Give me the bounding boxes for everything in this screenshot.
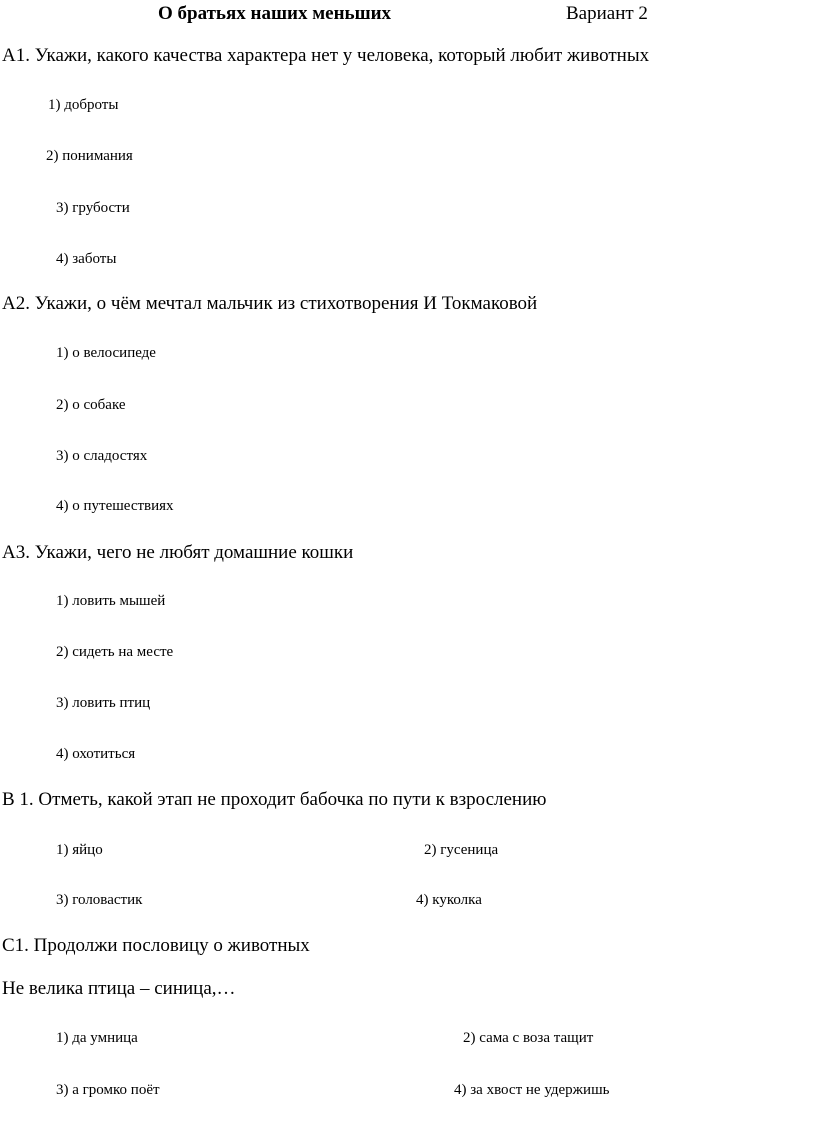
- question-b1: В 1. Отметь, какой этап не проходит бабочка по пути к взрослению: [2, 789, 547, 810]
- a2-option-1: 1) о велосипеде: [56, 345, 156, 361]
- a1-option-4: 4) заботы: [56, 251, 117, 267]
- question-a1: А1. Укажи, какого качества характера нет у человека, который любит животных: [2, 45, 650, 66]
- b1-option-2: 2) гусеница: [424, 842, 499, 858]
- a3-option-1: 1) ловить мышей: [56, 593, 166, 609]
- b1-option-3: 3) головастик: [56, 892, 143, 908]
- a1-option-3: 3) грубости: [56, 200, 130, 216]
- c1-option-1: 1) да умница: [56, 1030, 138, 1046]
- a2-option-4: 4) о путешествиях: [56, 498, 174, 514]
- c1-option-4: 4) за хвост не удержишь: [454, 1082, 610, 1098]
- question-a2: А2. Укажи, о чём мечтал мальчик из стихотворения И Токмаковой: [2, 293, 538, 314]
- a3-option-4: 4) охотиться: [56, 746, 136, 762]
- question-a3: А3. Укажи, чего не любят домашние кошки: [2, 542, 354, 563]
- a3-option-2: 2) сидеть на месте: [56, 644, 174, 660]
- a2-option-2: 2) о собаке: [56, 397, 126, 413]
- a2-option-3: 3) о сладостях: [56, 448, 148, 464]
- a3-option-3: 3) ловить птиц: [56, 695, 151, 711]
- a1-option-2: 2) понимания: [46, 148, 133, 164]
- c1-option-3: 3) а громко поёт: [56, 1082, 160, 1098]
- question-c1: С1. Продолжи пословицу о животных: [2, 935, 310, 956]
- page-title: О братьях наших меньших: [158, 3, 392, 24]
- b1-option-1: 1) яйцо: [56, 842, 103, 858]
- c1-option-2: 2) сама с воза тащит: [463, 1030, 594, 1046]
- proverb-start: Не велика птица – синица,…: [2, 978, 236, 999]
- a1-option-1: 1) доброты: [48, 97, 119, 113]
- variant-label: Вариант 2: [566, 3, 648, 24]
- b1-option-4: 4) куколка: [416, 892, 482, 908]
